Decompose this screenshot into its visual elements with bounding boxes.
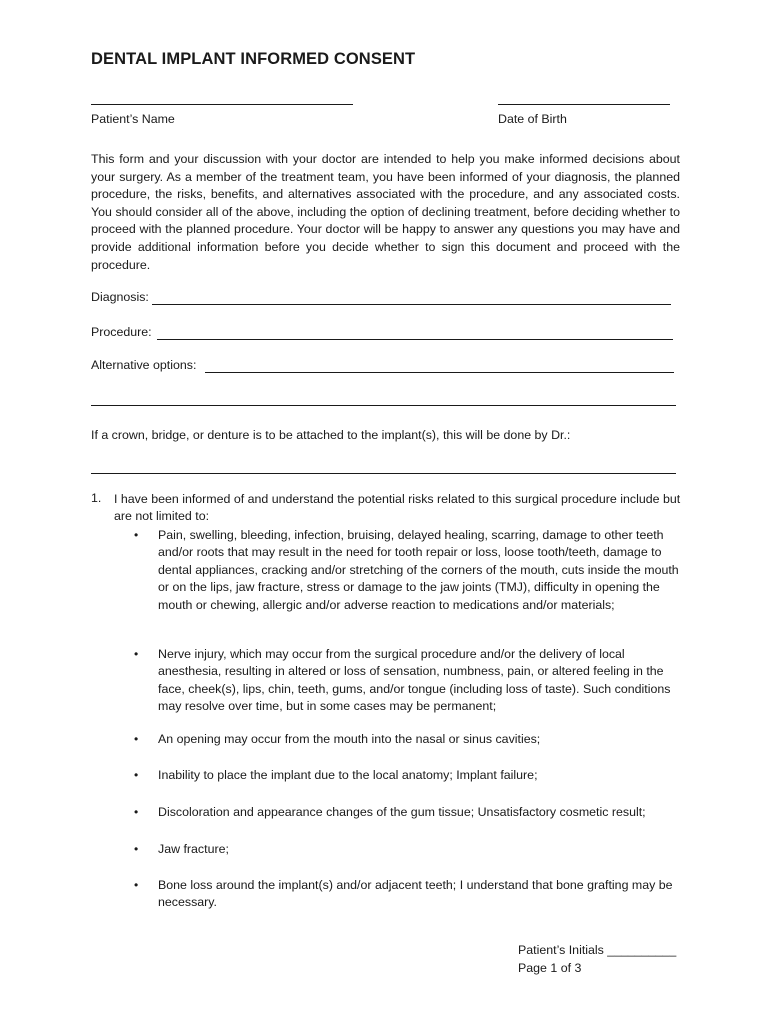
dob-line[interactable]: [498, 104, 670, 105]
diagnosis-label: Diagnosis:: [91, 290, 149, 304]
patient-name-label: Patient’s Name: [91, 112, 175, 126]
procedure-field-line[interactable]: [157, 339, 673, 340]
alternatives-field-line-2[interactable]: [91, 405, 676, 406]
intro-paragraph: This form and your discussion with your doctor are intended to help you make informed decisions about your surgery. As a member of the treatment team, you have been informed of your diagnosis, the planned procedure, the risks, benefits, and alternatives associated with the procedure, and any associated costs. You should consider all of the above, including the option of declining treatment, before deciding whether to proceed with the planned procedure. Your doctor will be happy to answer any questions you may have and provide additional information before you decide whether to sign this document and proceed with the procedure.: [91, 152, 680, 272]
page-number: Page 1 of 3: [518, 961, 582, 975]
patient-name-line[interactable]: [91, 104, 353, 105]
risk-item: Inability to place the implant due to the local anatomy; Implant failure;: [158, 768, 538, 782]
bullet-icon: •: [134, 805, 139, 819]
risk-item: An opening may occur from the mouth into the nasal or sinus cavities;: [158, 732, 541, 746]
doctor-name-line[interactable]: [91, 473, 676, 474]
item-1-number: 1.: [91, 491, 102, 505]
item-1-text: I have been informed of and understand the potential risks related to this surgical procedure include but are not limited to:: [114, 492, 681, 524]
bullet-icon: •: [134, 647, 139, 661]
bullet-icon: •: [134, 732, 139, 746]
crown-statement: If a crown, bridge, or denture is to be attached to the implant(s), this will be done by Dr.:: [91, 428, 571, 442]
bullet-icon: •: [134, 528, 139, 542]
alternatives-label: Alternative options:: [91, 358, 197, 372]
patient-initials-field[interactable]: Patient’s Initials __________: [518, 943, 677, 957]
risk-item: Nerve injury, which may occur from the surgical procedure and/or the delivery of local anesthesia, resulting in altered or loss of sensation, numbness, pain, or altered feeling in the face, cheek(s), lips, chin, teeth, gums, and/or tongue (including loss of taste). Such conditions may resolve over time, but in some cases may be permanent;: [158, 647, 671, 714]
bullet-icon: •: [134, 768, 139, 782]
dob-label: Date of Birth: [498, 112, 567, 126]
risk-item: Jaw fracture;: [158, 842, 229, 856]
bullet-icon: •: [134, 842, 139, 856]
risk-item: Pain, swelling, bleeding, infection, bruising, delayed healing, scarring, damage to other teeth and/or roots that may result in the need for tooth repair or loss, loose tooth/teeth, damage to dental appliances, cracking and/or stretching of the corners of the mouth, cuts inside the mouth or on the lips, jaw fracture, stress or damage to the jaw joints (TMJ), difficulty in opening the mouth or chewing, allergic and/or adverse reaction to medications and/or materials;: [158, 528, 679, 612]
risk-item: Bone loss around the implant(s) and/or adjacent teeth; I understand that bone grafting may be necessary.: [158, 878, 673, 910]
procedure-label: Procedure:: [91, 325, 152, 339]
alternatives-field-line[interactable]: [205, 372, 674, 373]
risk-item: Discoloration and appearance changes of the gum tissue; Unsatisfactory cosmetic result;: [158, 805, 646, 819]
diagnosis-field-line[interactable]: [152, 304, 671, 305]
bullet-icon: •: [134, 878, 139, 892]
document-title: DENTAL IMPLANT INFORMED CONSENT: [91, 50, 416, 68]
